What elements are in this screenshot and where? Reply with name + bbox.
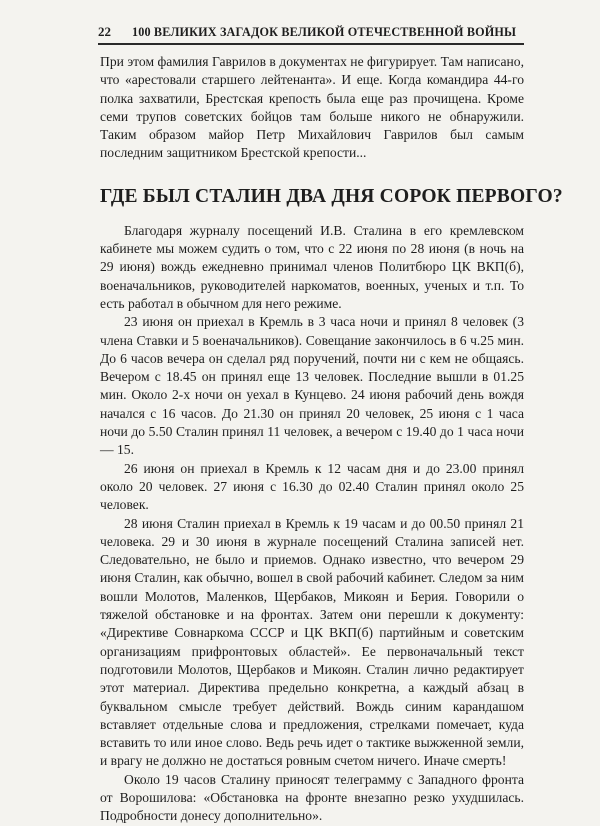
body-paragraph-1: Благодаря журналу посещений И.В. Сталина в его кремлевском кабинете мы можем судить о том, что с 22 июня по 28 июня (в ночь на 29 июня) вождь ежедневно принимал членов Политбюро ЦК ВКП(б), военачальников, руководителей наркоматов, военных, ученых и т.п. То есть работал в обычном для него режиме. <box>100 222 524 311</box>
running-header <box>98 20 524 40</box>
header-rule <box>98 43 524 45</box>
body-paragraph-2: 23 июня он приехал в Кремль в 3 часа ночи и принял 8 человек (3 члена Ставки и 5 военачальников). Совещание закончилось в 6 ч.25 мин. До 6 часов вечера он сделал ряд поручений, почти ни с кем не общаясь. Вечером с 18.45 он принял еще 13 человек. Последние вышли в 01.25 мин. Около 2-х ночи он уехал в Кунцево. 24 июня рабочий день вождя начался с 16 часов. До 21.30 он принял 20 человек, 25 июня с 1 часа ночи до 5.50 Сталин принял 11 человек, а вечером с 19.40 до 1 часа ночи — 15. <box>100 314 524 458</box>
body-paragraph-5: Около 19 часов Сталину приносят телеграмму с Западного фронта от Ворошилова: «Обстановка на фронте внезапно резко ухудшилась. Подробности донесу дополнительно». <box>100 771 524 824</box>
page-number: 22 <box>98 24 111 39</box>
running-title: 100 ВЕЛИКИХ ЗАГАДОК ВЕЛИКОЙ ОТЕЧЕСТВЕННОЙ ВОЙНЫ <box>132 25 517 39</box>
intro-paragraph: При этом фамилия Гаврилов в документах не фигурирует. Там написано, что «арестовали старшего лейтенанта». И еще. Когда командира 44-го полка захватили, Брестская крепость была еще раз прочищена. Кроме семи трупов советских бойцов там больше никого не обнаружили. Таким образом майор Петр Михайлович Гаврилов был самым последним защитником Брестской крепости... <box>100 54 524 161</box>
body-paragraph-3: 26 июня он приехал в Кремль к 12 часам дня и до 23.00 принял около 20 человек. 27 июня с 16.30 до 02.40 Сталин принял около 25 человек. <box>100 460 524 513</box>
page-body <box>100 53 563 826</box>
section-heading: ГДЕ БЫЛ СТАЛИН ДВА ДНЯ СОРОК ПЕРВОГО? <box>100 185 563 207</box>
body-paragraph-4: 28 июня Сталин приехал в Кремль к 19 часам и до 00.50 принял 21 человека. 29 и 30 июня в журнале посещений Сталина записей нет. Следовательно, не было и приемов. Однако известно, что вечером 29 июня Сталин, как обычно, вошел в свой рабочий кабинет. Следом за ним вошли Молотов, Маленков, Щербаков, Микоян и Берия. Говорили о тяжелой обстановке и на фронтах. Затем они перешли к документу: «Директиве Совнаркома СССР и ЦК ВКП(б) партийным и советским организациям прифронтовых областей». Ее первоначальный текст подготовили Молотов, Щербаков и Микоян. Сталин лично редактирует этот материал. Директива предельно конкретна, а каждый абзац в буквальном смысле требует действий. Вождь синим карандашом вставляет отдельные слова и предложения, стрелками помечает, куда вставить то или иное слово. Ведь речь идет о тактике выжженной земли, и врагу не должно не достаться ровным счетом ничего. Иначе смерть! <box>100 515 524 769</box>
